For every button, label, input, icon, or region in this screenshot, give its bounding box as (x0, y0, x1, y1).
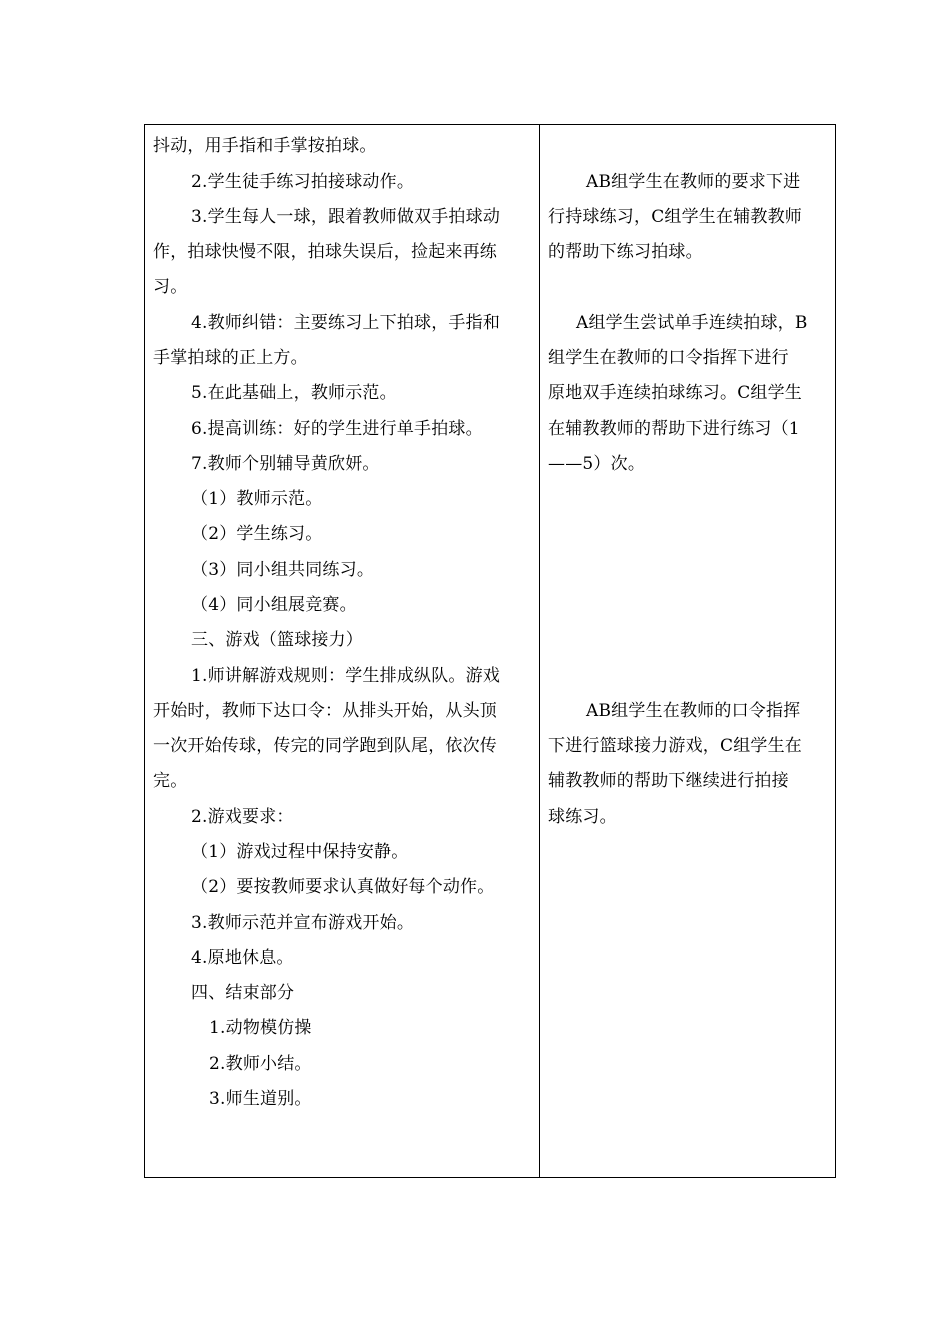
left-line: 开始时，教师下达口令：从排头开始，从头顶 (153, 701, 497, 721)
left-line: 3.教师示范并宣布游戏开始。 (191, 913, 415, 933)
left-line: （1）教师示范。 (191, 489, 323, 509)
left-line: （4）同小组展竞赛。 (191, 595, 357, 615)
section-heading: 三、游戏（篮球接力） (191, 630, 363, 650)
left-line: 作，拍球快慢不限，拍球失误后，捡起来再练 (153, 242, 497, 262)
right-line: AB组学生在教师的要求下进 (586, 172, 801, 192)
right-line: ——5）次。 (548, 454, 646, 474)
left-line: 抖动，用手指和手掌按拍球。 (153, 136, 377, 156)
right-line: 行持球练习，C组学生在辅教教师 (548, 207, 803, 227)
left-line: 2.学生徒手练习拍接球动作。 (191, 172, 415, 192)
right-line: 原地双手连续拍球练习。C组学生 (548, 383, 803, 403)
left-line: 完。 (153, 771, 188, 791)
left-line: 手掌拍球的正上方。 (153, 348, 308, 368)
left-line: 2.游戏要求： (191, 807, 294, 827)
right-line: 组学生在教师的口令指挥下进行 (548, 348, 789, 368)
right-line: 辅教教师的帮助下继续进行拍接 (548, 771, 789, 791)
section-heading: 四、结束部分 (191, 983, 295, 1003)
right-line: 在辅教教师的帮助下进行练习（1 (548, 419, 800, 439)
left-line: 3.学生每人一球，跟着教师做双手拍球动 (191, 207, 501, 227)
left-line: （1）游戏过程中保持安静。 (191, 842, 409, 862)
left-line: 6.提高训练：好的学生进行单手拍球。 (191, 419, 483, 439)
left-line: 5.在此基础上，教师示范。 (191, 383, 397, 403)
teaching-content-cell (145, 125, 539, 1177)
right-line: A组学生尝试单手连续拍球，B (576, 313, 808, 333)
left-line: 1.师讲解游戏规则：学生排成纵队。游戏 (191, 666, 501, 686)
left-line: 2.教师小结。 (209, 1054, 312, 1074)
right-line: AB组学生在教师的口令指挥 (586, 701, 801, 721)
left-line: 一次开始传球，传完的同学跑到队尾，依次传 (153, 736, 497, 756)
student-activity-cell (540, 125, 836, 1177)
left-line: 7.教师个别辅导黄欣妍。 (191, 454, 380, 474)
right-line: 的帮助下练习拍球。 (548, 242, 703, 262)
left-line: 4.原地休息。 (191, 948, 294, 968)
left-line: （2）要按教师要求认真做好每个动作。 (191, 877, 495, 897)
lesson-plan-table (144, 124, 836, 1178)
left-line: 4.教师纠错：主要练习上下拍球，手指和 (191, 313, 501, 333)
left-line: 3.师生道别。 (209, 1089, 312, 1109)
right-line: 球练习。 (548, 807, 617, 827)
left-line: （3）同小组共同练习。 (191, 560, 375, 580)
left-line: 习。 (153, 277, 188, 297)
left-line: （2）学生练习。 (191, 524, 323, 544)
right-line: 下进行篮球接力游戏，C组学生在 (548, 736, 803, 756)
left-line: 1.动物模仿操 (209, 1018, 312, 1038)
